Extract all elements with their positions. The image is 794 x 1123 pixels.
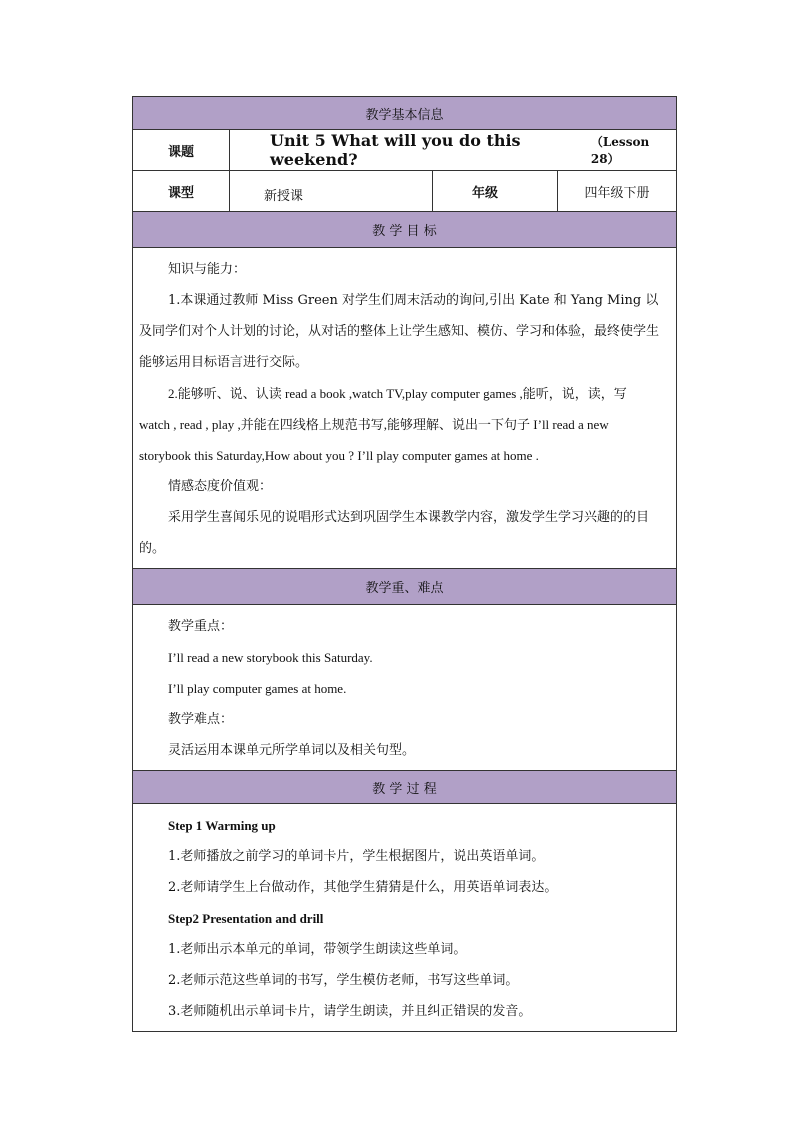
step2-item-1: 1.老师出示本单元的单词，带领学生朗读这些单词。 bbox=[168, 942, 467, 957]
topic-label: 课题 bbox=[167, 144, 194, 160]
focus-label: 教学重点： bbox=[168, 619, 234, 634]
type-label: 课型 bbox=[167, 185, 194, 201]
topic-title: Unit 5 What will you do this weekend? bbox=[270, 131, 521, 169]
key-points-body bbox=[133, 605, 676, 771]
key-points-content bbox=[133, 605, 676, 770]
topic-lesson: （Lesson 28） bbox=[590, 135, 650, 166]
difficulty-label: 教学难点： bbox=[168, 712, 234, 727]
step2-item-3: 3.老师随机出示单词卡片，请学生朗读，并且纠正错误的发音。 bbox=[168, 1004, 532, 1019]
objective-paragraph-2-line-1: 2.能够听、说、认读 read a book ,watch TV,play computer games ,能听，说，读，写 bbox=[168, 386, 627, 401]
objective-paragraph-2-line-3: storybook this Saturday,How about you ? I’ll play computer games at home . bbox=[139, 448, 539, 463]
type-value: 新授课 bbox=[229, 171, 432, 211]
lesson-plan-table bbox=[132, 96, 677, 1032]
objectives-content bbox=[133, 248, 676, 568]
basic-info-header-text: 教学基本信息 bbox=[365, 107, 444, 123]
topic-row bbox=[133, 130, 676, 171]
topic-value-cell bbox=[229, 130, 676, 170]
focus-sentence-2: I’ll play computer games at home. bbox=[168, 681, 347, 696]
step1-item-1: 1.老师播放之前学习的单词卡片，学生根据图片，说出英语单词。 bbox=[168, 849, 545, 864]
knowledge-label: 知识与能力： bbox=[168, 262, 247, 277]
step1-title: Step 1 Warming up bbox=[168, 818, 276, 833]
process-header bbox=[133, 771, 676, 804]
basic-info-header bbox=[133, 97, 676, 130]
process-header-text: 教 学 过 程 bbox=[372, 781, 437, 797]
attitude-label: 情感态度价值观： bbox=[168, 479, 273, 494]
objectives-header-text: 教 学 目 标 bbox=[372, 224, 437, 239]
process-body bbox=[133, 804, 676, 1031]
step2-item-2: 2.老师示范这些单词的书写，学生模仿老师，书写这些单词。 bbox=[168, 973, 519, 988]
step2-title: Step2 Presentation and drill bbox=[168, 911, 324, 926]
objective-paragraph-1: 1.本课通过教师 Miss Green 对学生们周末活动的询问,引出 Kate 和 Yang Ming 以及同学们对个人计划的讨论，从对话的整体上让学生感知、模仿、学习和体验，最终使学生能够运用目标语言进行交际。 bbox=[139, 293, 660, 370]
type-row bbox=[133, 171, 676, 212]
grade-label: 年级 bbox=[432, 171, 557, 211]
process-content bbox=[133, 804, 676, 1031]
focus-sentence-1: I’ll read a new storybook this Saturday. bbox=[168, 650, 373, 665]
step1-item-2: 2.老师请学生上台做动作，其他学生猜猜是什么，用英语单词表达。 bbox=[168, 880, 558, 895]
key-points-header-text: 教学重、难点 bbox=[365, 581, 444, 596]
objectives-body bbox=[133, 248, 676, 569]
objective-paragraph-2-line-2: watch , read , play ,并能在四线格上规范书写,能够理解、说出一下句子 I’ll read a new bbox=[139, 417, 609, 432]
key-points-header bbox=[133, 569, 676, 605]
difficulty-text: 灵活运用本课单元所学单词以及相关句型。 bbox=[168, 743, 416, 758]
grade-value: 四年级下册 bbox=[557, 171, 676, 211]
objective-paragraph-3: 采用学生喜闻乐见的说唱形式达到巩固学生本课教学内容，激发学生学习兴趣的的目的。 bbox=[139, 510, 650, 556]
objectives-header bbox=[133, 212, 676, 248]
